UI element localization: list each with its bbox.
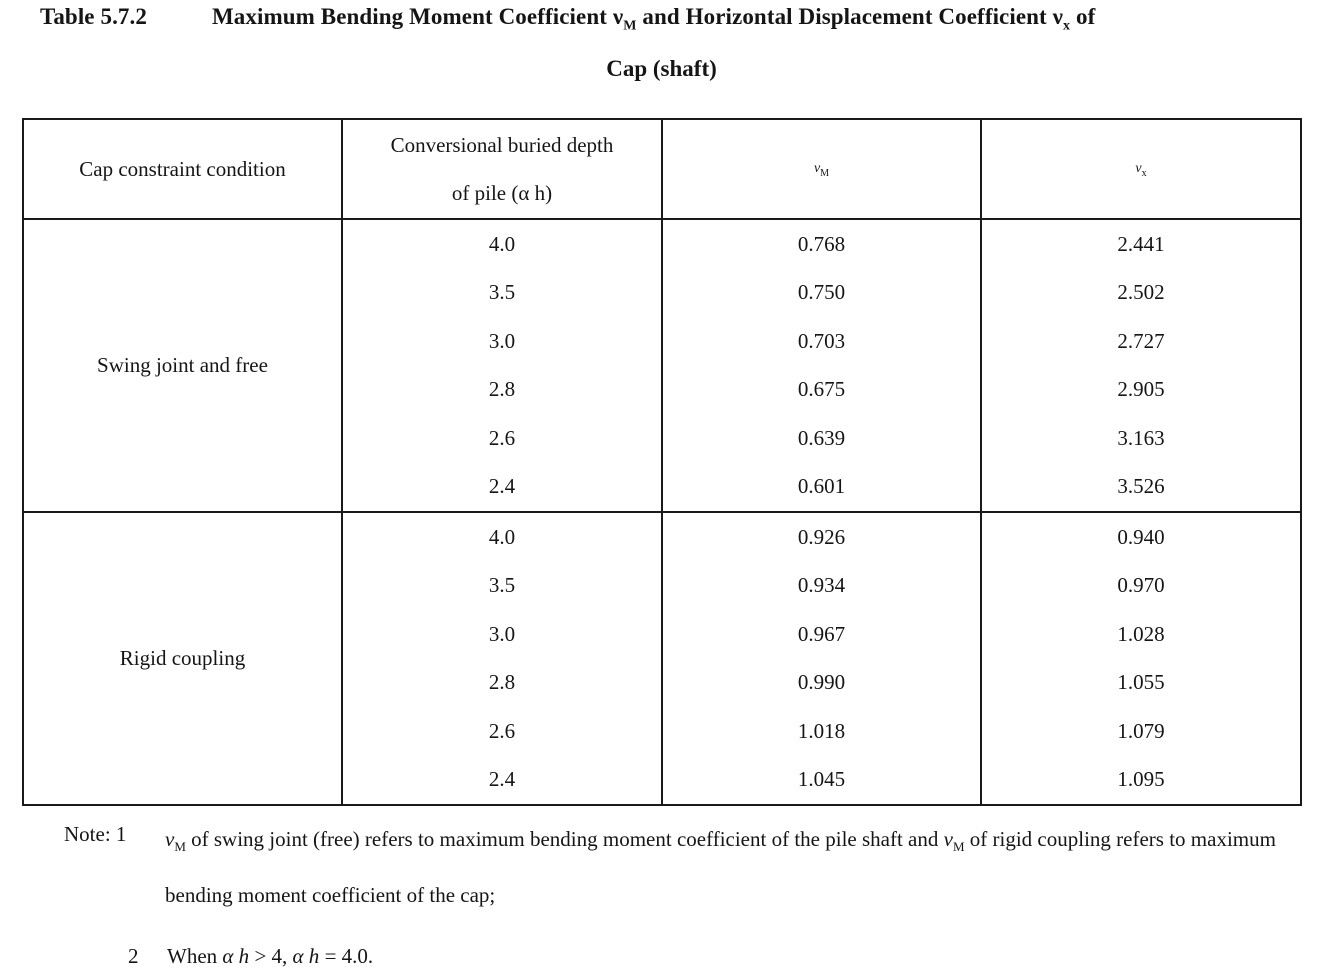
note-prefix: Note: 1: [64, 822, 127, 846]
cell-vm: 0.934: [662, 562, 981, 611]
cell-depth: 4.0: [342, 219, 662, 269]
note1-text-part2: of rigid coupling refers to maximum bending moment coefficient of the cap;: [165, 827, 1276, 908]
cell-cap-condition: Swing joint and free: [23, 219, 342, 512]
header-vx-symbol: ν: [1135, 160, 1142, 176]
cell-depth: 3.5: [342, 562, 662, 611]
table-body: [23, 219, 1301, 805]
note2-alpha-h: α h: [222, 944, 250, 968]
header-vm-symbol: ν: [813, 160, 821, 176]
header-row: [23, 119, 1301, 219]
cell-vx: 2.905: [981, 366, 1301, 415]
note2-alpha-h-2: α h: [292, 944, 320, 968]
cell-cap-condition: Rigid coupling: [23, 512, 342, 805]
note1-symbol-vm: ν: [165, 827, 175, 851]
title-text-start: Maximum Bending Moment Coefficient ν: [212, 4, 624, 29]
cell-vx: 1.079: [981, 707, 1301, 756]
note-2-number: 2: [128, 944, 139, 968]
note2-end: = 4.0.: [319, 944, 374, 968]
cell-vm: 0.703: [662, 317, 981, 366]
cell-vm: 0.926: [662, 512, 981, 562]
title-sub-x: x: [1063, 18, 1071, 34]
cell-vm: 1.018: [662, 707, 981, 756]
title-text-mid: and Horizontal Displacement Coefficient ν: [636, 4, 1064, 29]
table-title-continued: Cap (shaft): [606, 56, 717, 81]
cell-vm: 0.768: [662, 219, 981, 269]
cell-depth: 2.6: [342, 707, 662, 756]
note-1: [165, 815, 1315, 919]
cell-vm: 1.045: [662, 756, 981, 806]
table-number: Table 5.7.2: [40, 4, 147, 29]
cell-vx: 0.970: [981, 562, 1301, 611]
table-row: [23, 512, 1301, 562]
note-2: [167, 944, 373, 969]
note1-sub-m-2: M: [952, 839, 965, 855]
cell-depth: 3.5: [342, 269, 662, 318]
cell-depth: 3.0: [342, 610, 662, 659]
cell-depth: 2.4: [342, 756, 662, 806]
header-vm-sub: M: [820, 167, 830, 179]
note2-mid: > 4,: [249, 944, 293, 968]
cell-vm: 0.990: [662, 659, 981, 708]
cell-vx: 1.028: [981, 610, 1301, 659]
cell-depth: 4.0: [342, 512, 662, 562]
cell-depth: 2.6: [342, 414, 662, 463]
cell-vm: 0.639: [662, 414, 981, 463]
header-buried-depth: [342, 119, 662, 219]
coefficient-table: [22, 118, 1302, 806]
note1-text-part1: of swing joint (free) refers to maximum bending moment coefficient of the pile shaft and: [185, 827, 944, 851]
cell-vx: 1.095: [981, 756, 1301, 806]
cell-vx: 2.727: [981, 317, 1301, 366]
cell-vm: 0.601: [662, 463, 981, 513]
note1-sub-m: M: [174, 839, 186, 855]
cell-vm: 0.675: [662, 366, 981, 415]
cell-vx: 1.055: [981, 659, 1301, 708]
cell-vm: 0.967: [662, 610, 981, 659]
header-buried-depth-line1: Conversional buried depth: [390, 133, 614, 157]
cell-vx: 0.940: [981, 512, 1301, 562]
table-row: [23, 219, 1301, 269]
cell-depth: 2.8: [342, 659, 662, 708]
title-sub-m: M: [623, 18, 637, 34]
header-vm: [662, 119, 981, 219]
note2-prefix: When: [167, 944, 223, 968]
title-text-end: of: [1070, 4, 1096, 29]
header-vx-sub: x: [1141, 167, 1147, 179]
cell-vx: 3.163: [981, 414, 1301, 463]
header-buried-depth-line2: of pile (α h): [451, 181, 553, 205]
cell-depth: 2.4: [342, 463, 662, 513]
cell-depth: 3.0: [342, 317, 662, 366]
header-cap-constraint: Cap constraint condition: [23, 119, 342, 219]
cell-vm: 0.750: [662, 269, 981, 318]
cell-vx: 2.441: [981, 219, 1301, 269]
cell-vx: 2.502: [981, 269, 1301, 318]
note1-symbol-vm-2: ν: [943, 827, 953, 851]
cell-depth: 2.8: [342, 366, 662, 415]
cell-vx: 3.526: [981, 463, 1301, 513]
header-vx: [981, 119, 1301, 219]
table-title: [40, 4, 1300, 35]
